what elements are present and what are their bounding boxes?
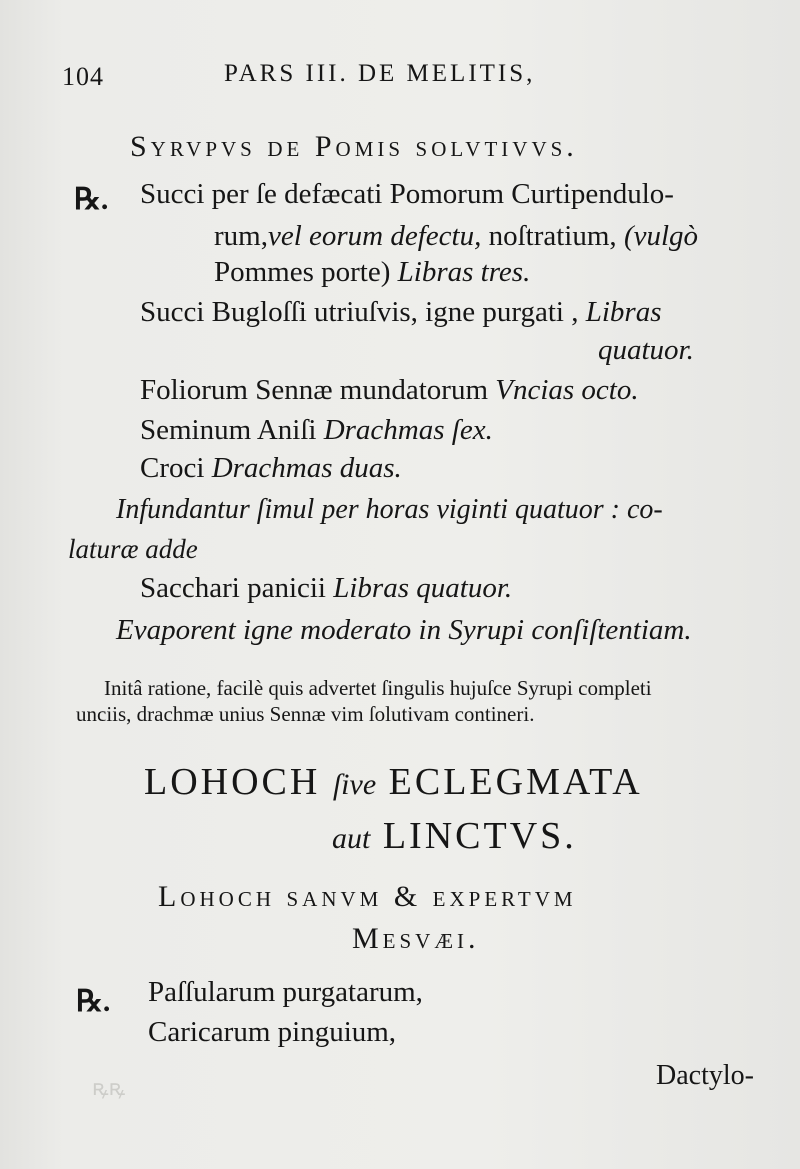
section-title-syrupus: Syrvpvs de Pomis solvtivvs. <box>130 130 578 163</box>
catchword: Dactylo- <box>656 1060 754 1091</box>
recipe-line-8: Croci Drachmas duas. <box>140 452 402 484</box>
recipe-line-6: Foliorum Sennæ mundatorum Vncias octo. <box>140 374 639 406</box>
recipe-line-7: Seminum Aniſi Drachmas ſex. <box>140 414 493 446</box>
lohoch-item-1: Paſſularum purgatarum, <box>148 976 423 1008</box>
section-heading-linctus: aut LINCTVS. <box>332 815 577 857</box>
recipe-line-10: laturæ adde <box>68 534 198 564</box>
section-heading-lohoch: LOHOCH ſive ECLEGMATA <box>144 761 643 803</box>
subheading-lohoch-sanum: Lohoch sanvm & expertvm <box>158 880 577 913</box>
recipe-symbol-2: ℞. <box>76 985 111 1018</box>
note-line-1: Initâ ratione, facilè quis advertet ſingulis hujuſce Syrupi completi <box>104 676 652 700</box>
recipe-line-9: Infundantur ſimul per horas viginti quatuor : co- <box>116 494 663 525</box>
recipe-line-4: Succi Bugloſſi utriuſvis, igne purgati , Libras <box>140 296 662 328</box>
recipe-line-5: quatuor. <box>598 334 694 366</box>
recipe-symbol: ℞. <box>74 183 109 216</box>
page-number: 104 <box>62 62 104 91</box>
running-title: PARS III. DE MELITIS, <box>224 60 536 87</box>
recipe-line-12: Evaporent igne moderato in Syrupi conſiſtentiam. <box>116 614 692 646</box>
recipe-line-11: Sacchari panicii Libras quatuor. <box>140 572 513 604</box>
note-line-2: unciis, drachmæ unius Sennæ vim ſolutivam contineri. <box>76 702 535 726</box>
recipe-line-3: Pommes porte) Libras tres. <box>214 256 531 288</box>
lohoch-item-2: Caricarum pinguium, <box>148 1016 397 1048</box>
recipe-line-2: rum,vel eorum defectu, noſtratium, (vulgò <box>214 220 699 252</box>
recipe-line-1: Succi per ſe defæcati Pomorum Curtipendulo- <box>140 178 674 210</box>
bleed-through-text: ꝶꝶ <box>92 1075 126 1100</box>
subheading-mesuaei: Mesvæi. <box>352 922 480 955</box>
